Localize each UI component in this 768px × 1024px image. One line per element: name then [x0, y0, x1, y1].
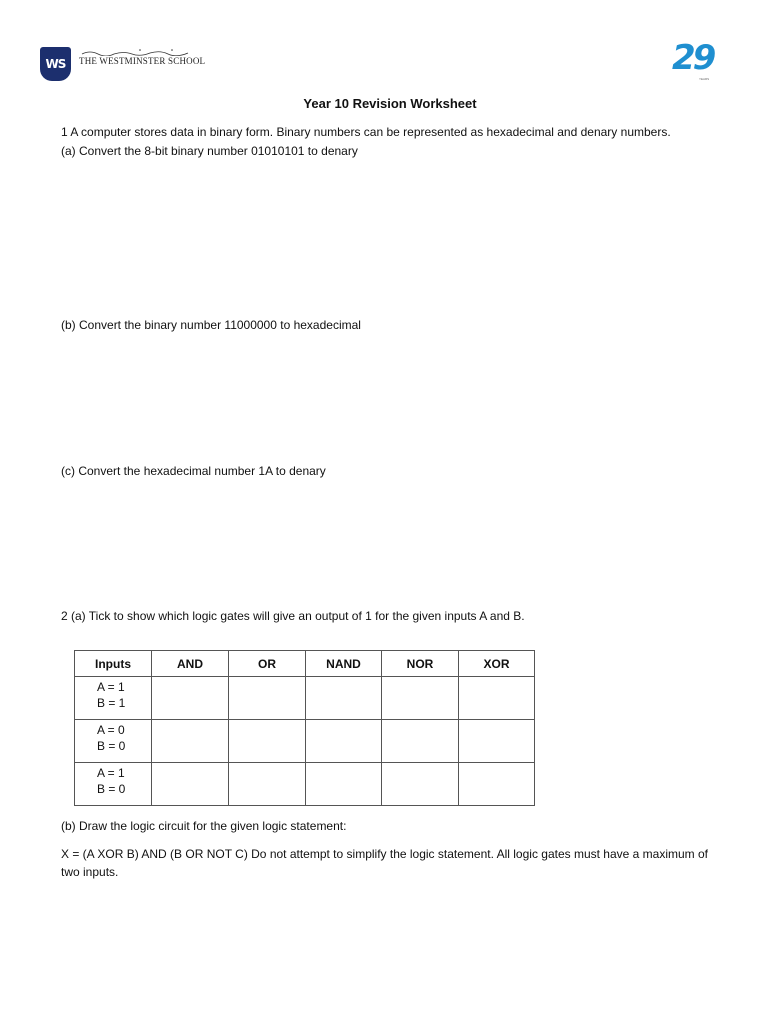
header-or: OR [229, 651, 306, 677]
input-b-value: B = 1 [97, 696, 126, 710]
input-b-value: B = 0 [97, 782, 126, 796]
tick-cell-nand[interactable] [306, 677, 382, 720]
tick-cell-nand[interactable] [306, 720, 382, 763]
header-and: AND [152, 651, 229, 677]
inputs-cell [75, 763, 152, 806]
header-nand: NAND [306, 651, 382, 677]
input-a-value: A = 1 [97, 680, 125, 694]
school-name: THE WESTMINSTER SCHOOL [79, 56, 206, 66]
header-inputs: Inputs [75, 651, 152, 677]
tick-cell-xor[interactable] [459, 763, 535, 806]
inputs-cell [75, 677, 152, 720]
worksheet-title: Year 10 Revision Worksheet [303, 96, 477, 111]
q1-part-c: (c) Convert the hexadecimal number 1A to denary [61, 464, 326, 478]
q2-part-b: (b) Draw the logic circuit for the given logic statement: [61, 819, 347, 833]
q1-intro: 1 A computer stores data in binary form. Binary numbers can be represented as hexadecimal and denary numbers. [61, 125, 671, 139]
tick-cell-nor[interactable] [382, 763, 459, 806]
tick-cell-and[interactable] [152, 763, 229, 806]
header-xor: XOR [459, 651, 535, 677]
q1-part-a: (a) Convert the 8-bit binary number 01010101 to denary [61, 144, 358, 158]
q1-part-b: (b) Convert the binary number 11000000 to hexadecimal [61, 318, 361, 332]
tick-cell-or[interactable] [229, 720, 306, 763]
tick-cell-xor[interactable] [459, 677, 535, 720]
arabic-script-logo [80, 48, 190, 56]
inputs-cell [75, 720, 152, 763]
table-row [75, 720, 535, 763]
tick-cell-nor[interactable] [382, 677, 459, 720]
anniversary-caption: YEARS [699, 77, 710, 81]
input-b-value: B = 0 [97, 739, 126, 753]
tick-cell-nand[interactable] [306, 763, 382, 806]
school-logo-badge: WS [40, 47, 71, 81]
table-header-row [75, 651, 535, 677]
header-nor: NOR [382, 651, 459, 677]
input-a-value: A = 1 [97, 766, 125, 780]
tick-cell-or[interactable] [229, 763, 306, 806]
anniversary-logo: 29 [672, 38, 714, 78]
table-row [75, 677, 535, 720]
table-row [75, 763, 535, 806]
q2-part-a: 2 (a) Tick to show which logic gates will give an output of 1 for the given inputs A and B. [61, 609, 525, 623]
tick-cell-and[interactable] [152, 677, 229, 720]
logic-gates-table [74, 650, 535, 806]
input-a-value: A = 0 [97, 723, 125, 737]
tick-cell-xor[interactable] [459, 720, 535, 763]
tick-cell-and[interactable] [152, 720, 229, 763]
tick-cell-nor[interactable] [382, 720, 459, 763]
q2-logic-statement: X = (A XOR B) AND (B OR NOT C) Do not attempt to simplify the logic statement. All logic gates must have a maximum of two inputs. [61, 847, 709, 879]
tick-cell-or[interactable] [229, 677, 306, 720]
